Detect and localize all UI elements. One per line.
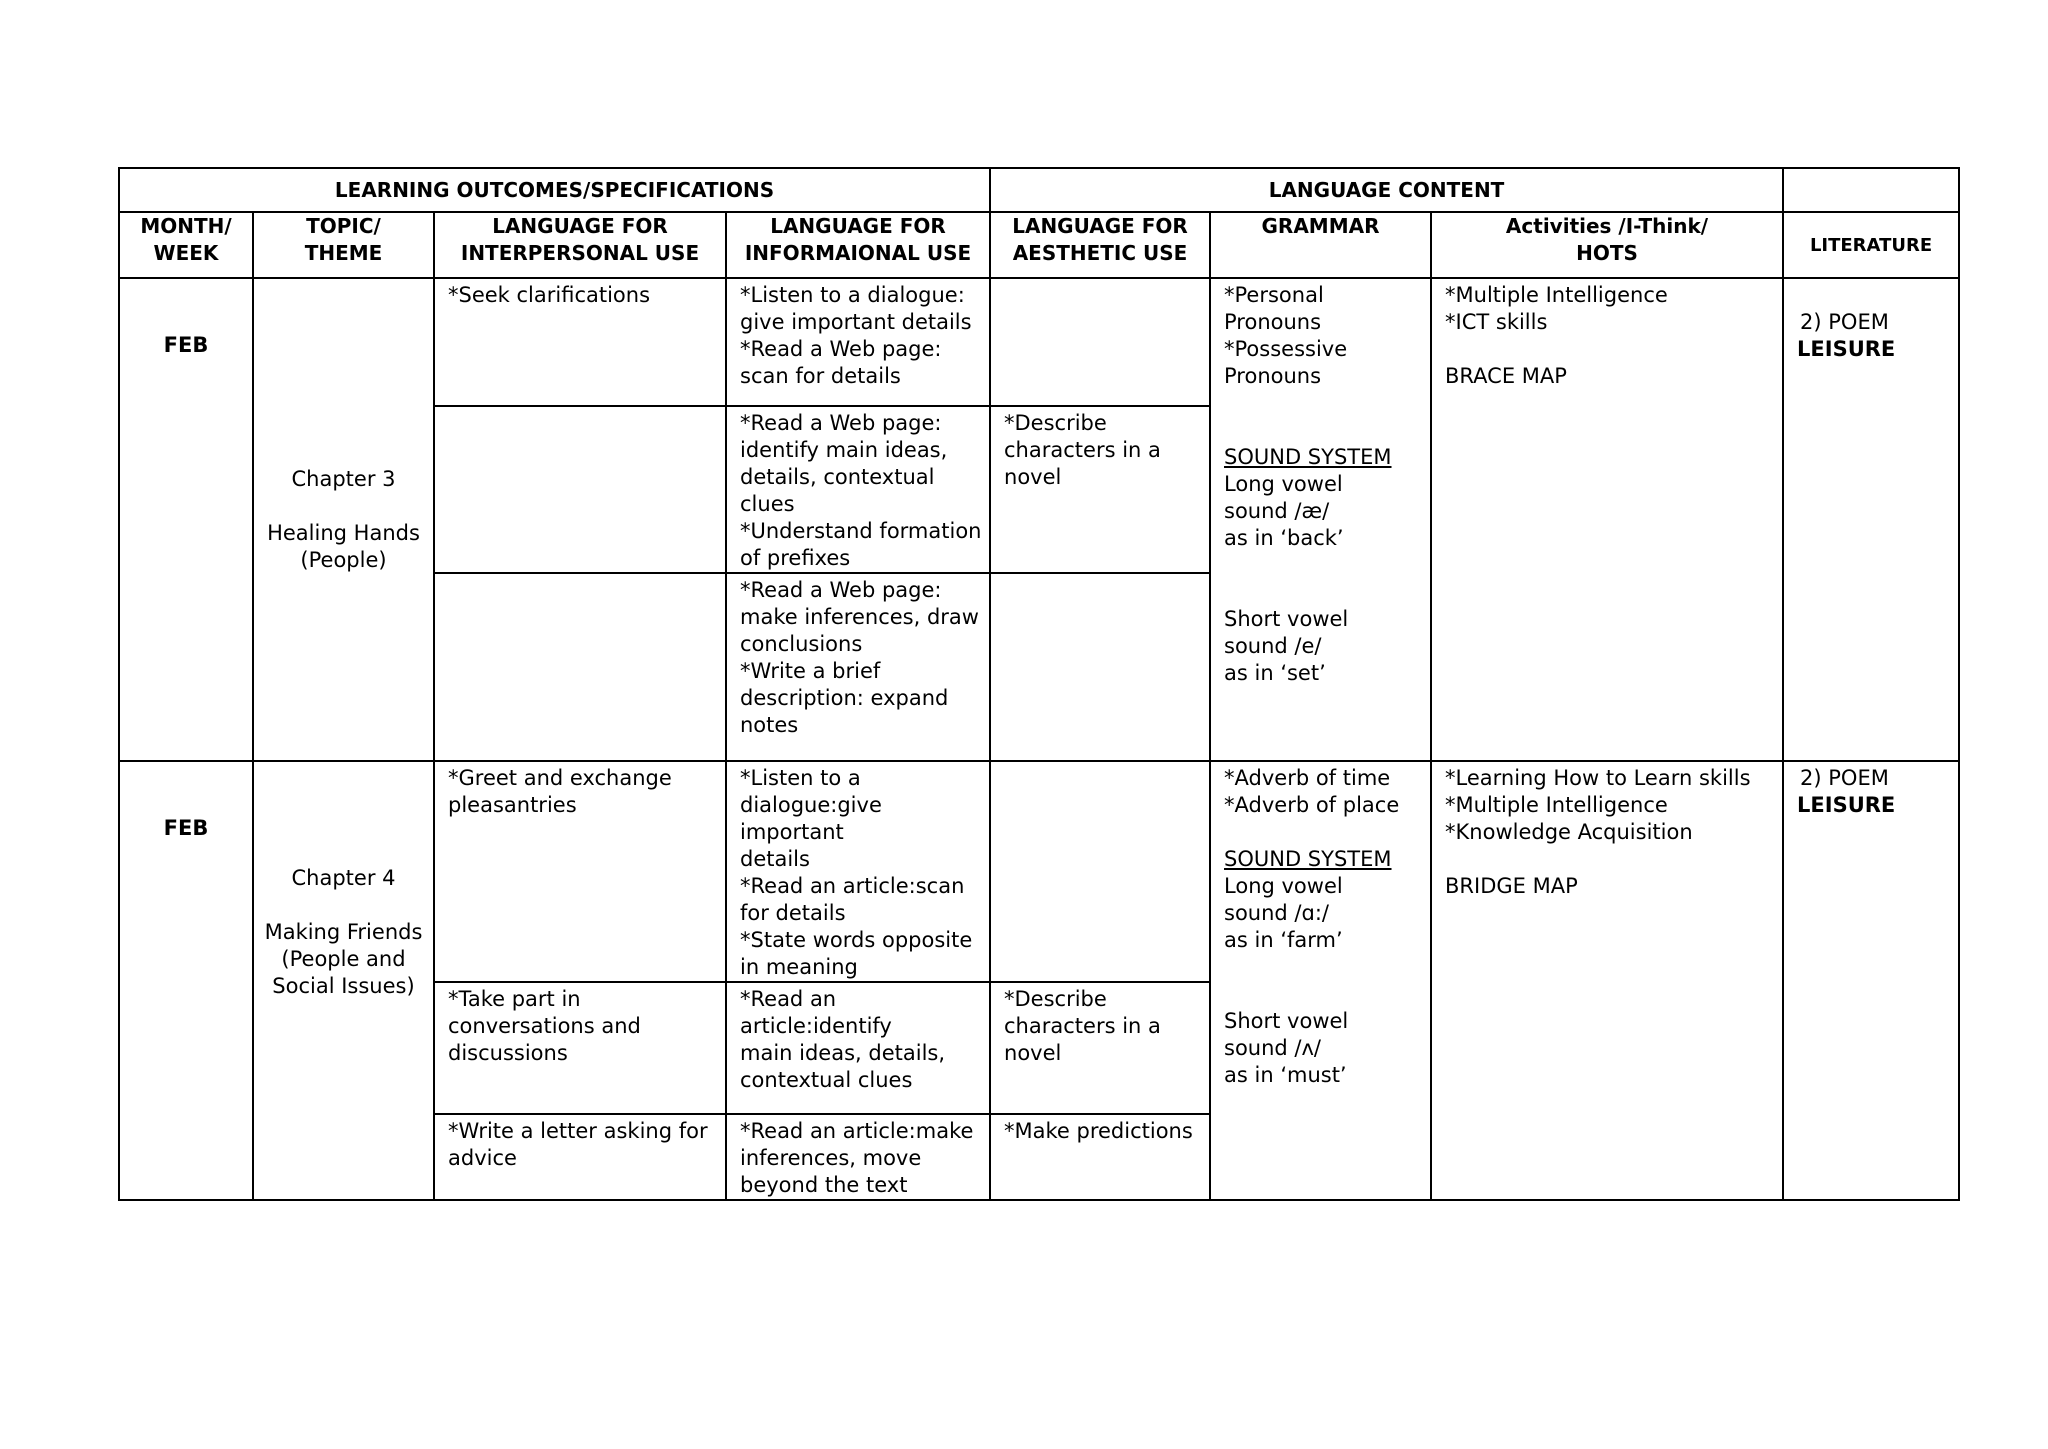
poem-number: 2) POEM bbox=[1800, 766, 1889, 790]
long-vowel-text: Long vowel sound /ɑ:/ as in ‘farm’ bbox=[1224, 874, 1343, 952]
aesthetic-cell bbox=[990, 573, 1210, 761]
sound-system-heading: SOUND SYSTEM bbox=[1224, 445, 1392, 469]
header-aesthetic: LANGUAGE FOR AESTHETIC USE bbox=[990, 212, 1210, 278]
month-cell: FEB bbox=[119, 761, 253, 1200]
topic-cell: Chapter 4 Making Friends (People and Social Issues) bbox=[253, 761, 434, 1200]
poem-title: LEISURE bbox=[1797, 337, 1896, 361]
informational-cell: *Listen to a dialogue: give important details *Read a Web page: scan for details bbox=[726, 278, 990, 406]
literature-cell bbox=[1783, 278, 1959, 761]
long-vowel-text: Long vowel sound /æ/ as in ‘back’ bbox=[1224, 472, 1344, 550]
literature-cell bbox=[1783, 761, 1959, 1200]
aesthetic-cell: *Describe characters in a novel bbox=[990, 982, 1210, 1114]
short-vowel-text: Short vowel sound /e/ as in ‘set’ bbox=[1224, 607, 1349, 685]
poem-number: 2) POEM bbox=[1800, 310, 1889, 334]
aesthetic-cell: *Make predictions bbox=[990, 1114, 1210, 1200]
informational-cell: *Read a Web page: make inferences, draw conclusions *Write a brief description: expand notes bbox=[726, 573, 990, 761]
column-header-row bbox=[119, 212, 1959, 278]
interpersonal-cell bbox=[434, 406, 726, 573]
aesthetic-cell: *Describe characters in a novel bbox=[990, 406, 1210, 573]
aesthetic-cell bbox=[990, 278, 1210, 406]
interpersonal-cell: *Seek clarifications bbox=[434, 278, 726, 406]
interpersonal-cell: *Greet and exchange pleasantries bbox=[434, 761, 726, 982]
header-language-content: LANGUAGE CONTENT bbox=[990, 168, 1783, 212]
activities-cell: *Learning How to Learn skills *Multiple Intelligence *Knowledge Acquisition BRIDGE MAP bbox=[1431, 761, 1783, 1200]
header-activities: Activities /I-Think/ HOTS bbox=[1431, 212, 1783, 278]
grammar-adverbs: *Adverb of time *Adverb of place bbox=[1224, 766, 1400, 817]
header-topic-theme: TOPIC/ THEME bbox=[253, 212, 434, 278]
header-grammar: GRAMMAR bbox=[1210, 212, 1431, 278]
header-informational: LANGUAGE FOR INFORMAIONAL USE bbox=[726, 212, 990, 278]
group-header-row bbox=[119, 168, 1959, 212]
poem-title: LEISURE bbox=[1797, 793, 1896, 817]
month-cell: FEB bbox=[119, 278, 253, 761]
header-learning-outcomes: LEARNING OUTCOMES/SPECIFICATIONS bbox=[119, 168, 990, 212]
header-literature: LITERATURE bbox=[1783, 212, 1959, 278]
informational-cell: *Read an article:identify main ideas, details, contextual clues bbox=[726, 982, 990, 1114]
table-row bbox=[119, 761, 1959, 982]
header-interpersonal: LANGUAGE FOR INTERPERSONAL USE bbox=[434, 212, 726, 278]
activities-cell: *Multiple Intelligence *ICT skills BRACE MAP bbox=[1431, 278, 1783, 761]
header-month-week: MONTH/ WEEK bbox=[119, 212, 253, 278]
header-empty-cell bbox=[1783, 168, 1959, 212]
grammar-pronouns: *Personal Pronouns *Possessive Pronouns bbox=[1224, 283, 1348, 388]
informational-cell: *Read an article:make inferences, move beyond the text bbox=[726, 1114, 990, 1200]
topic-cell: Chapter 3 Healing Hands (People) bbox=[253, 278, 434, 761]
grammar-cell bbox=[1210, 761, 1431, 1200]
short-vowel-text: Short vowel sound /ʌ/ as in ‘must’ bbox=[1224, 1009, 1349, 1087]
grammar-cell bbox=[1210, 278, 1431, 761]
aesthetic-cell bbox=[990, 761, 1210, 982]
table-row bbox=[119, 278, 1959, 406]
sound-system-heading: SOUND SYSTEM bbox=[1224, 847, 1392, 871]
interpersonal-cell: *Write a letter asking for advice bbox=[434, 1114, 726, 1200]
interpersonal-cell: *Take part in conversations and discussions bbox=[434, 982, 726, 1114]
interpersonal-cell bbox=[434, 573, 726, 761]
informational-cell: *Read a Web page: identify main ideas, details, contextual clues *Understand formation of prefixes bbox=[726, 406, 990, 573]
informational-cell: *Listen to a dialogue:give important details *Read an article:scan for details *State words opposite in meaning bbox=[726, 761, 990, 982]
scheme-of-work-table bbox=[118, 167, 1960, 1201]
